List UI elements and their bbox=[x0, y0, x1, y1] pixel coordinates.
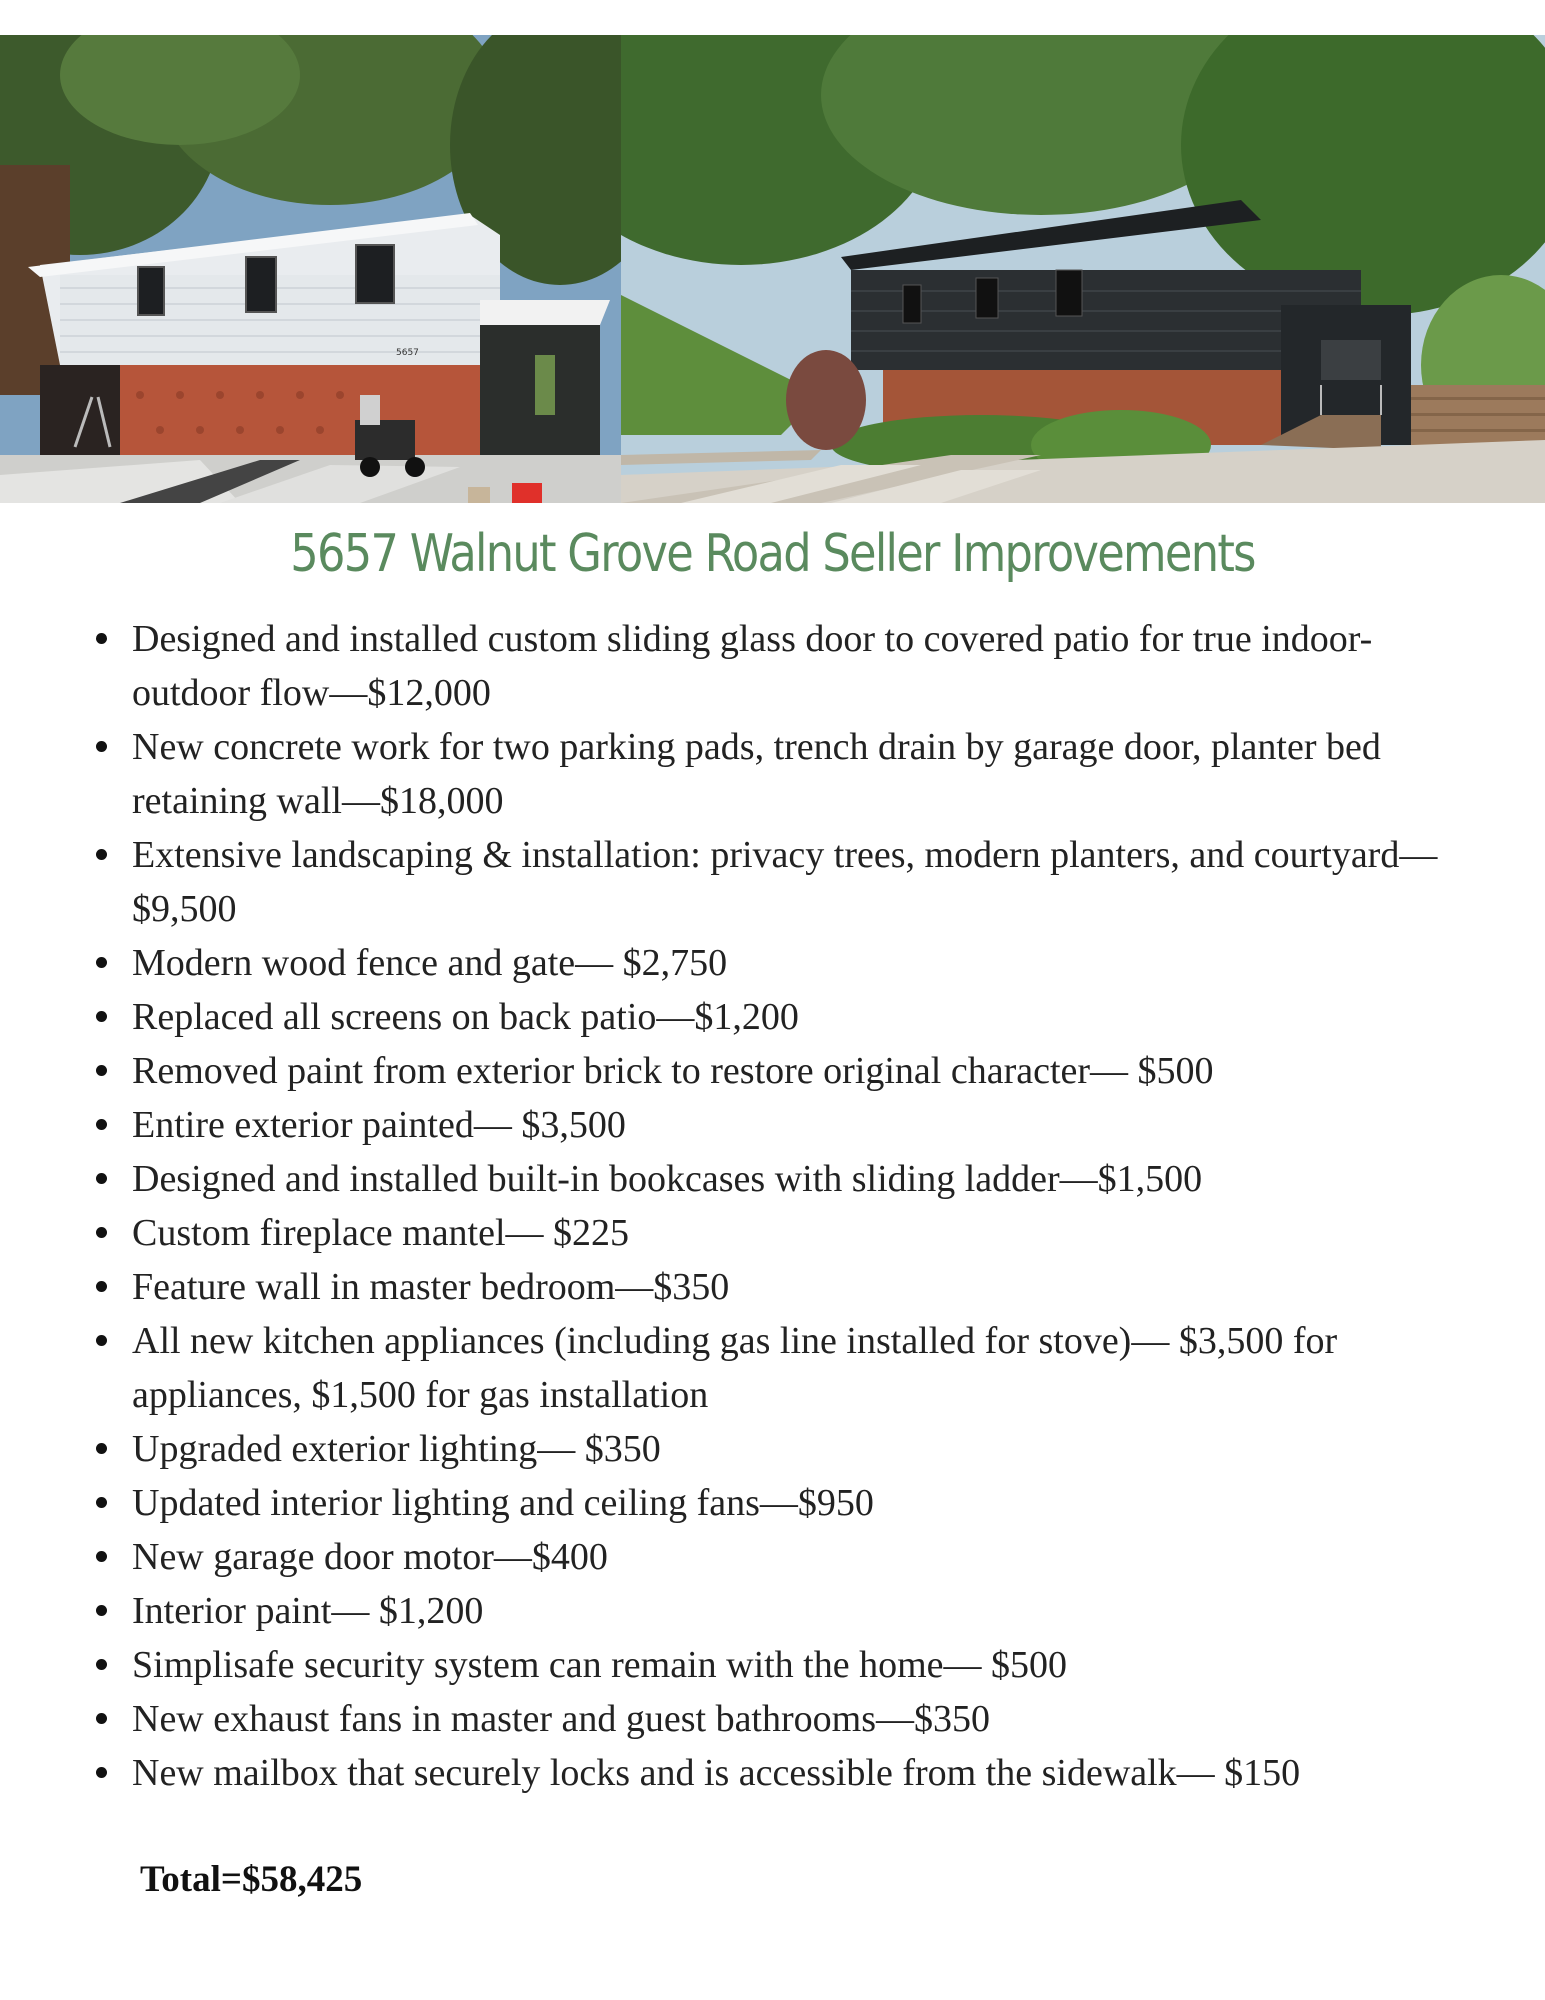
list-item-text: Extensive landscaping & installation: privacy trees, modern planters, and courtyard— $9,500 bbox=[132, 834, 1438, 930]
bullet-icon bbox=[96, 1281, 107, 1292]
list-item bbox=[96, 1530, 1476, 1584]
bullet-icon bbox=[96, 1767, 107, 1778]
list-item-text: Designed and installed built-in bookcases with sliding ladder—$1,500 bbox=[132, 1158, 1203, 1200]
list-item-text: New exhaust fans in master and guest bathrooms—$350 bbox=[132, 1698, 990, 1740]
bullet-icon bbox=[96, 741, 107, 752]
list-item-text: New garage door motor—$400 bbox=[132, 1536, 608, 1578]
bullet-icon bbox=[96, 1119, 107, 1130]
bullet-icon bbox=[96, 1443, 107, 1454]
list-item bbox=[96, 1314, 1476, 1422]
bullet-icon bbox=[96, 1227, 107, 1238]
list-item bbox=[96, 936, 1476, 990]
page-title: 5657 Walnut Grove Road Seller Improvements bbox=[290, 524, 1255, 584]
bullet-icon bbox=[96, 1605, 107, 1616]
improvements-list bbox=[96, 612, 1476, 1800]
after-house-photo bbox=[621, 35, 1545, 503]
total-amount: Total=$58,425 bbox=[140, 1859, 363, 1900]
list-item-text: New mailbox that securely locks and is accessible from the sidewalk— $150 bbox=[132, 1752, 1301, 1794]
list-item-text: Updated interior lighting and ceiling fans—$950 bbox=[132, 1482, 874, 1524]
bullet-icon bbox=[96, 1065, 107, 1076]
list-item bbox=[96, 1692, 1476, 1746]
bullet-icon bbox=[96, 957, 107, 968]
photo-strip bbox=[0, 35, 1545, 503]
list-item bbox=[96, 990, 1476, 1044]
list-item-text: Designed and installed custom sliding glass door to covered patio for true indoor-outdoor flow—$12,000 bbox=[132, 618, 1373, 714]
list-item-text: Interior paint— $1,200 bbox=[132, 1590, 484, 1632]
before-house-image bbox=[0, 35, 621, 503]
list-item bbox=[96, 1584, 1476, 1638]
before-house-photo bbox=[0, 35, 621, 503]
bullet-icon bbox=[96, 1713, 107, 1724]
list-item-text: All new kitchen appliances (including gas line installed for stove)— $3,500 for appliances, $1,500 for gas installation bbox=[132, 1320, 1338, 1416]
list-item bbox=[96, 612, 1476, 720]
list-item bbox=[96, 1260, 1476, 1314]
list-item-text: Custom fireplace mantel— $225 bbox=[132, 1212, 630, 1254]
list-item-text: Removed paint from exterior brick to restore original character— $500 bbox=[132, 1050, 1214, 1092]
list-item-text: Feature wall in master bedroom—$350 bbox=[132, 1266, 730, 1308]
bullet-icon bbox=[96, 849, 107, 860]
bullet-icon bbox=[96, 1497, 107, 1508]
list-item-text: Upgraded exterior lighting— $350 bbox=[132, 1428, 661, 1470]
bullet-icon bbox=[96, 633, 107, 644]
list-item bbox=[96, 1098, 1476, 1152]
list-item-text: Replaced all screens on back patio—$1,200 bbox=[132, 996, 799, 1038]
list-item-text: Modern wood fence and gate— $2,750 bbox=[132, 942, 728, 984]
list-item-text: Simplisafe security system can remain with the home— $500 bbox=[132, 1644, 1068, 1686]
after-house-image bbox=[621, 35, 1545, 503]
list-item bbox=[96, 1152, 1476, 1206]
list-item bbox=[96, 1638, 1476, 1692]
list-item-text: New concrete work for two parking pads, trench drain by garage door, planter bed retaining wall—$18,000 bbox=[132, 726, 1381, 822]
list-item bbox=[96, 828, 1476, 936]
bullet-icon bbox=[96, 1173, 107, 1184]
bullet-icon bbox=[96, 1659, 107, 1670]
list-item bbox=[96, 720, 1476, 828]
list-item bbox=[96, 1476, 1476, 1530]
bullet-icon bbox=[96, 1551, 107, 1562]
list-item bbox=[96, 1206, 1476, 1260]
bullet-icon bbox=[96, 1335, 107, 1346]
list-item bbox=[96, 1422, 1476, 1476]
bullet-icon bbox=[96, 1011, 107, 1022]
list-item-text: Entire exterior painted— $3,500 bbox=[132, 1104, 626, 1146]
list-item bbox=[96, 1044, 1476, 1098]
list-item bbox=[96, 1746, 1476, 1800]
house-number: 5657 bbox=[396, 348, 419, 358]
